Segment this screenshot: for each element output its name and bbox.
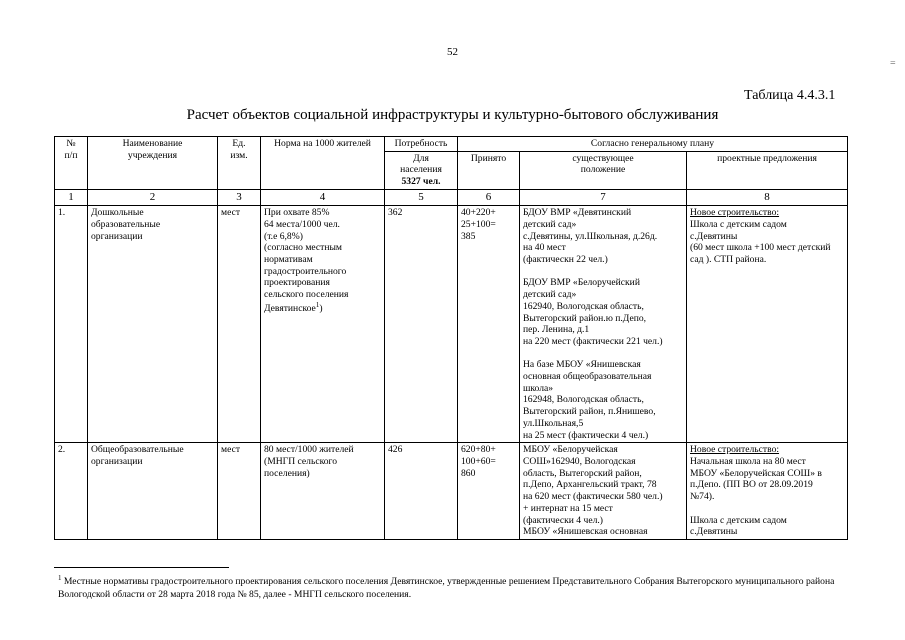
infrastructure-table — [54, 136, 848, 540]
row-accepted: 620+80+ 100+60= 860 — [458, 443, 520, 540]
header-proposals: проектные предложения — [687, 151, 848, 189]
row-norm-tail: ) — [319, 303, 323, 315]
column-number: 5 — [385, 189, 458, 205]
row-need: 426 — [385, 443, 458, 540]
header-accepted: Принято — [458, 151, 520, 189]
table-row — [55, 206, 848, 443]
footnote-ref: 1 — [315, 300, 320, 309]
footnote-text: Местные нормативы градостроительного проектирования сельского поселения Девятинское, утвержденные решением Представительного Собрания Вытегорского муниципального района Вологодской области от 28 марта 2018 года № 85, далее - МНГП сельского поселения. — [58, 576, 835, 600]
row-accepted: 40+220+ 25+100= 385 — [458, 206, 520, 443]
header-norm: Норма на 1000 жителей — [261, 137, 385, 190]
row-unit: мест — [218, 443, 261, 540]
column-number-row — [55, 189, 848, 205]
table-row — [55, 443, 848, 540]
column-number: 2 — [88, 189, 218, 205]
column-number: 7 — [520, 189, 687, 205]
row-proposals — [687, 443, 848, 540]
row-existing: МБОУ «Белоручейская СОШ»162940, Вологодская область, Вытегорский район, п.Депо, Архангельский тракт, 78 на 620 мест (фактически 580 чел.) + интернат на 15 мест (фактически 4 чел.) МБОУ «Янишевская основная — [520, 443, 687, 540]
row-proposals — [687, 206, 848, 443]
header-num: № п/п — [55, 137, 88, 190]
header-unit: Ед. изм. — [218, 137, 261, 190]
footnote-divider — [54, 567, 229, 568]
header-row-1 — [55, 137, 848, 152]
page-number: 52 — [447, 46, 458, 58]
margin-mark: = — [890, 58, 896, 69]
proposal-text: Начальная школа на 80 мест МБОУ «Белоручейская СОШ» в п.Депо. (ПП ВО от 28.09.2019 №74). Школа с детским садом с.Девятины — [690, 455, 822, 538]
header-need-pop — [385, 151, 458, 189]
row-num: 2. — [55, 443, 88, 540]
row-name: Дошкольные образовательные организации — [88, 206, 218, 443]
proposal-heading: Новое строительство: — [690, 444, 780, 456]
column-number: 4 — [261, 189, 385, 205]
header-existing: существующее положение — [520, 151, 687, 189]
column-number: 6 — [458, 189, 520, 205]
row-norm-text: При охвате 85% 64 места/1000 чел. (т.е 6,8%) (согласно местным нормативам градостроительного проектирования сельского поселения Девятинское — [264, 207, 349, 315]
footnote — [58, 574, 848, 601]
header-need-pop-label: Для населения — [400, 152, 442, 176]
header-need-pop-count: 5327 чел. — [401, 176, 441, 188]
footnote-mark: 1 — [58, 574, 62, 582]
row-norm: 80 мест/1000 жителей (МНГП сельского поселения) — [261, 443, 385, 540]
proposal-heading: Новое строительство: — [690, 207, 780, 219]
row-name: Общеобразовательные организации — [88, 443, 218, 540]
header-need: Потребность — [385, 137, 458, 152]
row-unit: мест — [218, 206, 261, 443]
table-number: Таблица 4.4.3.1 — [744, 88, 836, 103]
row-existing: БДОУ ВМР «Девятинский детский сад» с.Девятины, ул.Школьная, д.26д. на 40 мест (фактическн 22 чел.) БДОУ ВМР «Белоручейский детский сад» 162940, Вологодская область, Вытегорский район.ю п.Депо, пер. Ленина, д.1 на 220 мест (фактически 221 чел.) На базе МБОУ «Янишевская основная общеобразовательная школа» 162948, Вологодская область, Вытегорский район, п.Янишево, ул.Школьная,5 на 25 мест (фактически 4 чел.) — [520, 206, 687, 443]
row-need: 362 — [385, 206, 458, 443]
column-number: 8 — [687, 189, 848, 205]
header-name: Наименование учреждения — [88, 137, 218, 190]
proposal-text: Школа с детским садом с.Девятины (60 мест школа +100 мест детский сад ). СТП района. — [690, 218, 831, 266]
row-num: 1. — [55, 206, 88, 443]
column-number: 3 — [218, 189, 261, 205]
row-norm — [261, 206, 385, 443]
header-plan: Согласно генеральному плану — [458, 137, 848, 152]
table-title: Расчет объектов социальной инфраструктуры и культурно-бытового обслуживания — [186, 107, 719, 123]
column-number: 1 — [55, 189, 88, 205]
